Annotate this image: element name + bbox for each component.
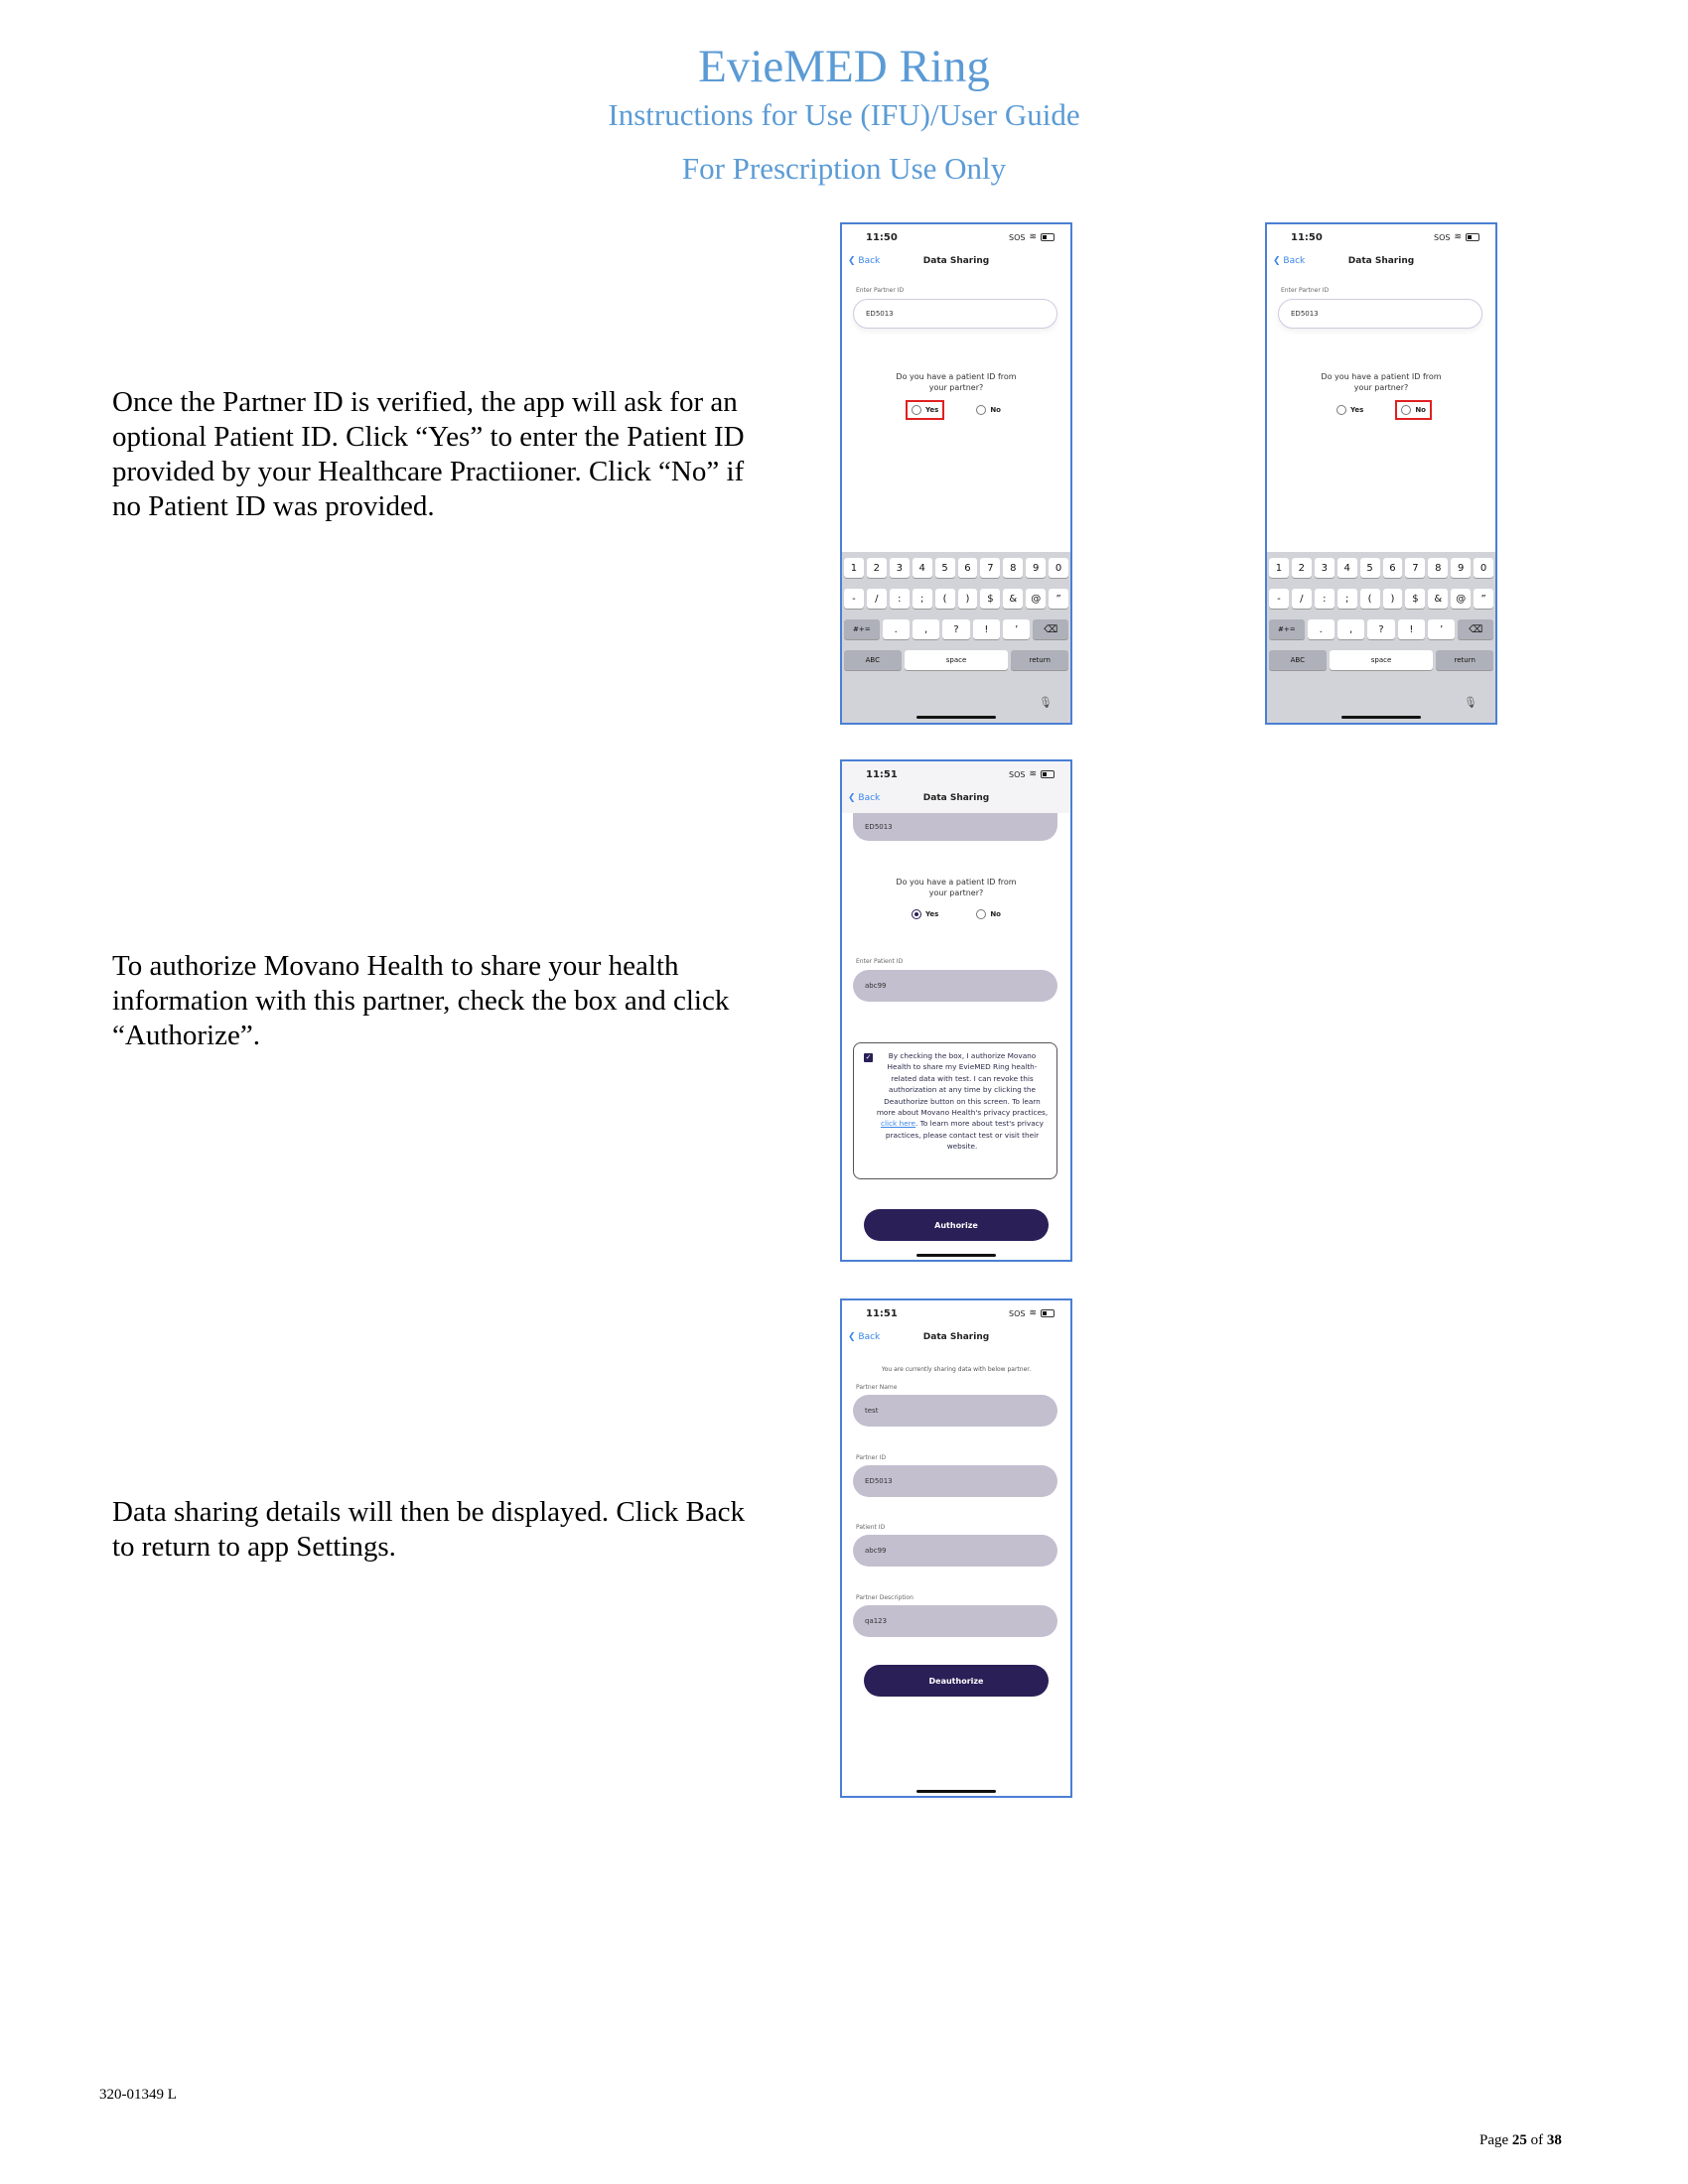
nav-bar	[842, 791, 1070, 811]
key[interactable]: :	[1315, 589, 1335, 609]
radio-circle-icon	[1336, 405, 1346, 415]
key[interactable]: 9	[1026, 558, 1046, 578]
radio-circle-icon	[976, 405, 986, 415]
key[interactable]: 4	[913, 558, 932, 578]
key[interactable]: 3	[890, 558, 910, 578]
chevron-left-icon: ❮	[1273, 256, 1284, 266]
no-radio[interactable]	[972, 906, 1005, 922]
partner-name-label: Partner Name	[856, 1384, 898, 1391]
partner-name-field: test	[853, 1395, 1057, 1427]
key[interactable]: ’	[1428, 619, 1455, 639]
page-prefix: Page	[1479, 2132, 1512, 2148]
key[interactable]: &	[1003, 589, 1023, 609]
symbols-key[interactable]: #+=	[844, 619, 880, 639]
battery-icon	[1041, 233, 1055, 241]
consent-box	[853, 1042, 1057, 1179]
key[interactable]: 7	[1405, 558, 1425, 578]
document-title: EvieMED Ring	[698, 41, 990, 92]
key[interactable]: 5	[1360, 558, 1380, 578]
battery-icon	[1466, 233, 1479, 241]
key[interactable]: @	[1026, 589, 1046, 609]
checkmark-icon: ✓	[865, 1053, 872, 1061]
key[interactable]: 4	[1337, 558, 1357, 578]
no-label: No	[990, 406, 1001, 414]
key[interactable]: .	[883, 619, 910, 639]
page-total: 38	[1546, 2132, 1562, 2148]
chevron-left-icon: ❮	[848, 1332, 859, 1342]
key[interactable]: 0	[1474, 558, 1493, 578]
status-time: 11:51	[866, 769, 898, 780]
abc-key[interactable]: ABC	[844, 650, 902, 670]
key[interactable]: )	[958, 589, 978, 609]
no-label: No	[1415, 406, 1426, 414]
key[interactable]: 1	[1269, 558, 1289, 578]
status-time: 11:50	[866, 232, 898, 243]
partner-description-field: qa123	[853, 1605, 1057, 1637]
key[interactable]: ”	[1049, 589, 1068, 609]
partner-description-label: Partner Description	[856, 1594, 914, 1601]
nav-bar	[842, 1330, 1070, 1350]
microphone-icon[interactable]: 🎙	[1039, 696, 1053, 709]
key[interactable]: ,	[1337, 619, 1364, 639]
radio-selected-icon	[912, 909, 921, 919]
key[interactable]: $	[980, 589, 1000, 609]
back-label: Back	[858, 793, 881, 803]
nav-bar	[1267, 254, 1495, 274]
no-label: No	[990, 910, 1001, 918]
patient-id-options	[1267, 402, 1495, 418]
return-key[interactable]: return	[1011, 650, 1068, 670]
microphone-icon[interactable]: 🎙	[1464, 696, 1477, 709]
key[interactable]: ’	[1003, 619, 1030, 639]
key[interactable]: 0	[1049, 558, 1068, 578]
deauthorize-button[interactable]: Deauthorize	[864, 1665, 1049, 1697]
chevron-left-icon: ❮	[848, 793, 859, 803]
screenshot-yes-highlight	[840, 222, 1072, 725]
page-number	[1479, 2132, 1562, 2149]
key[interactable]: -	[844, 589, 864, 609]
yes-label: Yes	[924, 406, 939, 414]
key[interactable]: ;	[1337, 589, 1357, 609]
screenshot-details	[840, 1298, 1072, 1798]
key[interactable]: 6	[1383, 558, 1403, 578]
status-bar	[842, 1300, 1070, 1326]
radio-circle-icon	[1401, 405, 1411, 415]
patient-id-label: Patient ID	[856, 1524, 886, 1531]
document-subtitle: Instructions for Use (IFU)/User Guide	[608, 97, 1080, 132]
yes-radio[interactable]	[908, 906, 942, 922]
screenshot-no-highlight	[1265, 222, 1497, 725]
key[interactable]: @	[1451, 589, 1471, 609]
page-current: 25	[1511, 2132, 1527, 2148]
key[interactable]: ;	[913, 589, 932, 609]
patient-id-input[interactable]: abc99	[853, 970, 1057, 1002]
key[interactable]: /	[867, 589, 887, 609]
patient-id-question: Do you have a patient ID from your partner?	[1321, 372, 1442, 392]
key[interactable]: (	[1360, 589, 1380, 609]
key[interactable]: .	[1308, 619, 1335, 639]
key[interactable]: 9	[1451, 558, 1471, 578]
instruction-authorize: To authorize Movano Health to share your health information with this partner, check the box and click “Authorize”.	[112, 950, 730, 1051]
consent-text	[876, 1050, 1049, 1153]
wifi-icon: ≋	[1029, 769, 1037, 779]
backspace-icon[interactable]: ⌫	[1033, 619, 1068, 639]
screen-title: Data Sharing	[1347, 256, 1415, 266]
key[interactable]: -	[1269, 589, 1289, 609]
status-time: 11:51	[866, 1308, 898, 1319]
patient-id-question: Do you have a patient ID from your partner?	[896, 878, 1017, 897]
key[interactable]: 7	[980, 558, 1000, 578]
patient-id-label: Enter Patient ID	[856, 958, 904, 965]
wifi-icon: ≋	[1029, 232, 1037, 242]
key[interactable]: 2	[867, 558, 887, 578]
screen-title: Data Sharing	[922, 256, 990, 266]
home-indicator	[1341, 716, 1421, 719]
key[interactable]: /	[1292, 589, 1312, 609]
key[interactable]: 2	[1292, 558, 1312, 578]
patient-id-options	[842, 906, 1070, 922]
patient-id-options	[842, 402, 1070, 418]
key[interactable]: 6	[958, 558, 978, 578]
document-number: 320-01349 L	[99, 2087, 177, 2103]
status-time: 11:50	[1291, 232, 1323, 243]
prescription-notice: For Prescription Use Only	[681, 151, 1007, 186]
partner-id-input[interactable]: ED5013	[1278, 299, 1482, 329]
yes-label: Yes	[924, 910, 939, 918]
key[interactable]: !	[973, 619, 1000, 639]
consent-text-part: . To learn more about test's privacy practices, please contact test or visit their website.	[885, 1119, 1045, 1152]
key[interactable]: (	[935, 589, 955, 609]
consent-checkbox[interactable]	[864, 1053, 873, 1062]
key[interactable]: :	[890, 589, 910, 609]
key[interactable]: 8	[1428, 558, 1448, 578]
wifi-icon: ≋	[1029, 1308, 1037, 1318]
key[interactable]: 5	[935, 558, 955, 578]
consent-text-part: By checking the box, I authorize Movano Health to share my EvieMED Ring health-related data with test. I can revoke this authorization at any time by clicking the Deauthorize button on this screen. To learn more about Movano Health's privacy practices,	[876, 1051, 1049, 1118]
abc-key[interactable]: ABC	[1269, 650, 1327, 670]
yes-radio[interactable]	[908, 402, 942, 418]
numeric-keyboard	[842, 552, 1070, 723]
backspace-icon[interactable]: ⌫	[1458, 619, 1493, 639]
nav-bar	[842, 254, 1070, 274]
back-label: Back	[858, 1332, 881, 1342]
yes-label: Yes	[1349, 406, 1364, 414]
key[interactable]: $	[1405, 589, 1425, 609]
home-indicator	[916, 1790, 996, 1793]
key[interactable]: 8	[1003, 558, 1023, 578]
back-label: Back	[858, 256, 881, 266]
screenshot-authorize	[840, 759, 1072, 1262]
radio-circle-icon	[912, 405, 921, 415]
key[interactable]: 1	[844, 558, 864, 578]
space-key[interactable]: space	[1330, 650, 1434, 670]
key[interactable]: )	[1383, 589, 1403, 609]
status-bar	[1267, 224, 1495, 250]
key[interactable]: ”	[1474, 589, 1493, 609]
sos-indicator: SOS	[1009, 769, 1026, 779]
authorize-button[interactable]: Authorize	[864, 1209, 1049, 1241]
symbols-key[interactable]: #+=	[1269, 619, 1305, 639]
key[interactable]: ?	[1367, 619, 1394, 639]
instruction-patient-id: Once the Partner ID is verified, the app will ask for an optional Patient ID. Click “Yes” to enter the Patient ID provided by your Healthcare Practiioner. Click “No” if no Patient ID was provided.	[112, 386, 745, 522]
instruction-details: Data sharing details will then be displayed. Click Back to return to app Settings.	[112, 1496, 746, 1563]
battery-icon	[1041, 770, 1055, 778]
sos-indicator: SOS	[1434, 232, 1451, 242]
key[interactable]: ,	[913, 619, 939, 639]
back-label: Back	[1283, 256, 1306, 266]
partner-id-field: ED5013	[853, 1465, 1057, 1497]
key[interactable]: 3	[1315, 558, 1335, 578]
no-radio[interactable]	[1397, 402, 1430, 418]
screen-title: Data Sharing	[922, 793, 990, 803]
privacy-link[interactable]: click here	[880, 1119, 916, 1129]
wifi-icon: ≋	[1454, 232, 1462, 242]
battery-icon	[1041, 1309, 1055, 1317]
chevron-left-icon: ❮	[848, 256, 859, 266]
key[interactable]: !	[1398, 619, 1425, 639]
patient-id-question: Do you have a patient ID from your partner?	[896, 372, 1017, 392]
patient-id-field: abc99	[853, 1535, 1057, 1567]
radio-circle-icon	[976, 909, 986, 919]
status-bar	[842, 761, 1070, 787]
status-bar	[842, 224, 1070, 250]
key[interactable]: &	[1428, 589, 1448, 609]
partner-id-input[interactable]: ED5013	[853, 813, 1057, 841]
sharing-notice: You are currently sharing data with below partner.	[881, 1366, 1032, 1373]
sos-indicator: SOS	[1009, 1308, 1026, 1318]
sos-indicator: SOS	[1009, 232, 1026, 242]
partner-id-label: Enter Partner ID	[1281, 287, 1330, 294]
key[interactable]: ?	[942, 619, 969, 639]
partner-id-input[interactable]: ED5013	[853, 299, 1057, 329]
home-indicator	[916, 1254, 996, 1257]
partner-id-label: Enter Partner ID	[856, 287, 905, 294]
page-mid: of	[1526, 2132, 1547, 2148]
no-radio[interactable]	[972, 402, 1005, 418]
space-key[interactable]: space	[905, 650, 1009, 670]
screen-title: Data Sharing	[922, 1332, 990, 1342]
home-indicator	[916, 716, 996, 719]
numeric-keyboard	[1267, 552, 1495, 723]
yes-radio[interactable]	[1333, 402, 1367, 418]
return-key[interactable]: return	[1436, 650, 1493, 670]
partner-id-label: Partner ID	[856, 1454, 887, 1461]
